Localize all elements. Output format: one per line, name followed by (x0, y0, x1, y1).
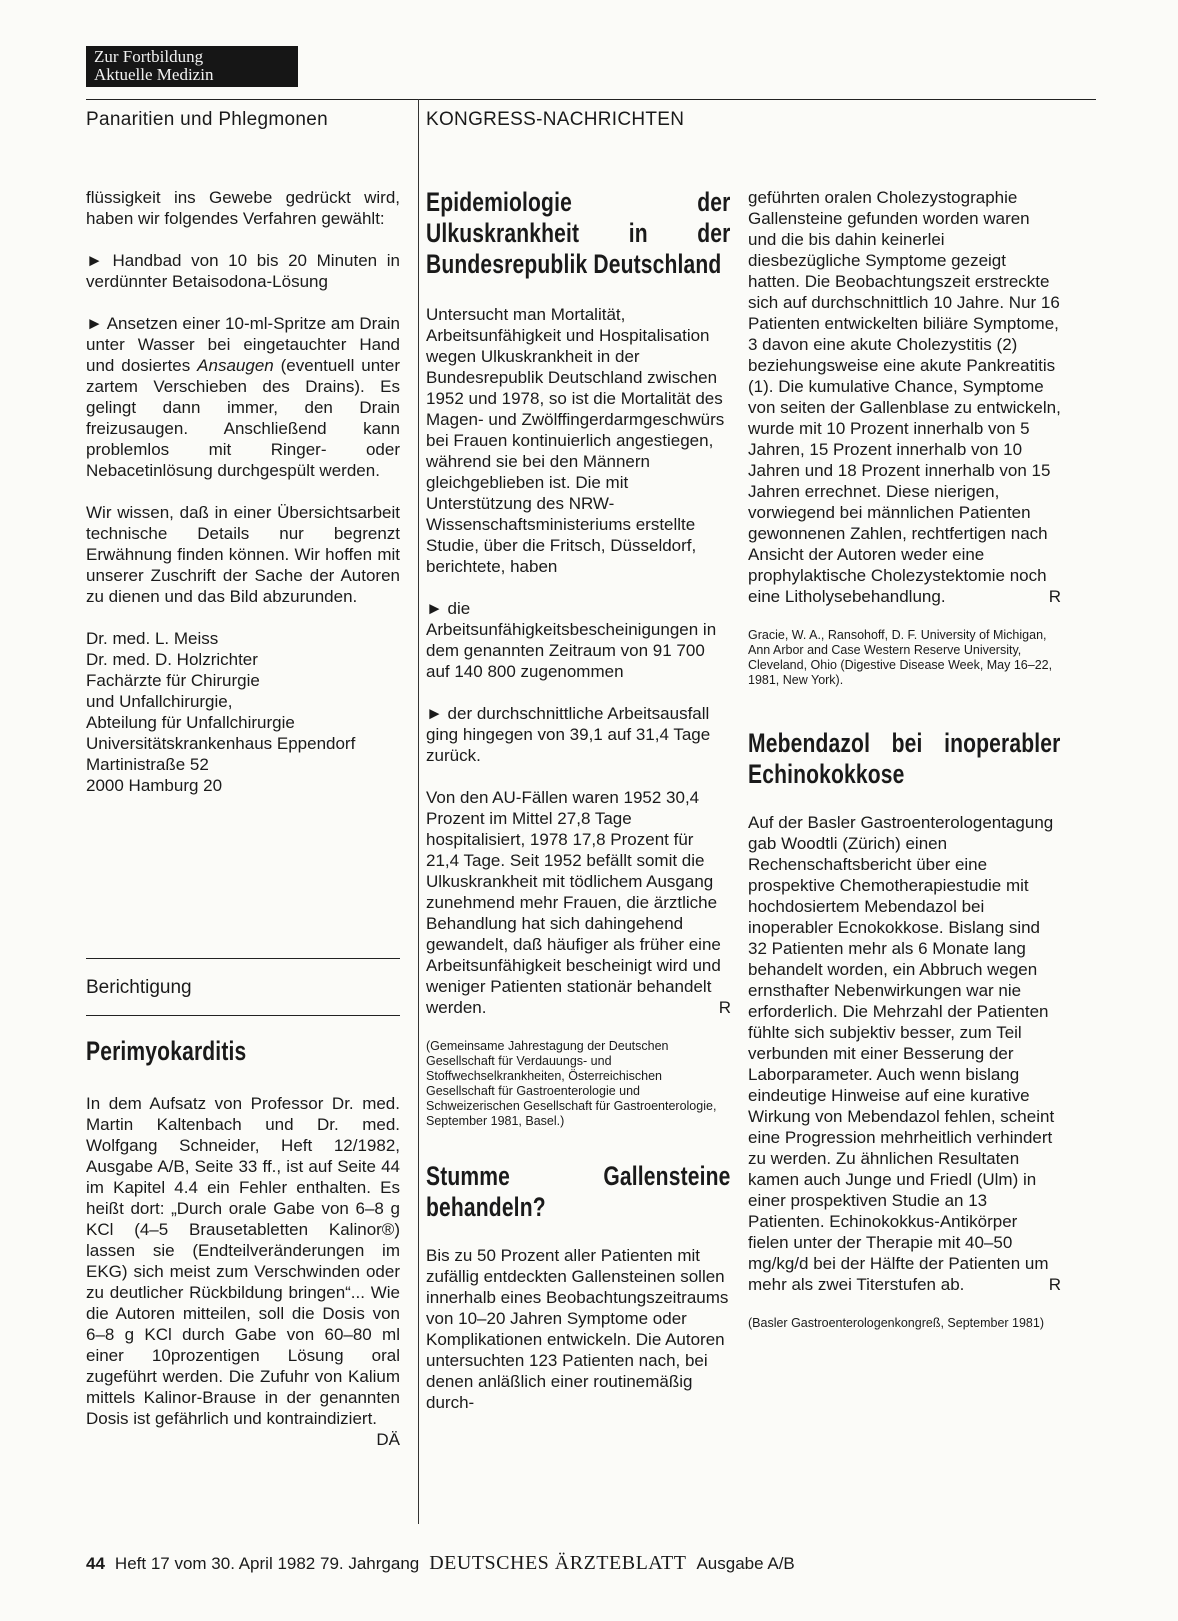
headline-mebendazol: Mebendazol bei inoperabler Echinokokkose (748, 728, 1061, 789)
col1-paragraph-1: flüssigkeit ins Gewebe gedrückt wird, haben wir folgendes Verfahren gewählt: (86, 188, 400, 228)
sign-r: R (1048, 587, 1061, 606)
berichtigung-label: Berichtigung (86, 977, 192, 998)
col2-paragraph-2: Von den AU-Fällen waren 1952 30,4 Prozent im Mittel 27,8 Tage hospitalisiert, 1978 17,8 Prozent für 21,4 Tage. Seit 1952 befällt somit die Ulkuskrankheit mit tödlichem Ausgang zunehmend mehr Frauen, die ärztliche Behandlung hat sich dahingehend gewandelt, daß häufiger als früher eine Arbeitsunfähigkeit bescheinigt wird und weniger Patienten stationär behandelt werden. R (426, 788, 731, 1017)
column-1 (86, 187, 400, 796)
headline-epidemiologie: Epidemiologie der Ulkuskrankheit in der Bundesrepublik Deutschland (426, 187, 731, 279)
edition: Ausgabe A/B (696, 1554, 795, 1573)
headline-gallensteine: Stumme Gallensteine behandeln? (426, 1161, 731, 1222)
berichtigung-rule-top (86, 958, 400, 959)
author-signature (86, 628, 400, 796)
right-section-title: KONGRESS-NACHRICHTEN (426, 109, 685, 130)
issue-info: Heft 17 vom 30. April 1982 79. Jahrgang (114, 1554, 420, 1573)
col2-bullet-1: ► die Arbeitsunfähigkeitsbescheinigungen in dem genannten Zeitraum von 91 700 auf 140 800 zugenommen (426, 599, 717, 681)
sig-line: und Unfallchirurgie, (86, 692, 233, 711)
journal-name: DEUTSCHES ÄRZTEBLATT (429, 1552, 687, 1574)
sign-r: R (1048, 1275, 1061, 1294)
col2-paragraph-3: Bis zu 50 Prozent aller Patienten mit zufällig entdeckten Gallensteinen sollen innerhalb eines Beobachtungszeitraums von 10–20 Jahren Symptome oder Komplikationen entwickeln. Die Autoren untersuchten 123 Patienten nach, bei denen anläßlich einer routinemäßig durch- (426, 1246, 729, 1412)
perimyokarditis-article (86, 1036, 400, 1450)
col2-paragraph-1: Untersucht man Mortalität, Arbeitsunfähigkeit und Hospitalisation wegen Ulkuskrankheit in der Bundesrepublik Deutschland zwischen 1952 und 1978, so ist die Mortalität des Magen- und Zwölffingerdarmgeschwürs bei Frauen kontinuierlich angestiegen, während sie bei den Männern gleichgeblieben ist. Die mit Unterstützung des NRW-Wissenschaftsministeriums erstellte Studie, über die Fritsch, Düsseldorf, berichtete, haben (426, 305, 725, 576)
sig-line: Martinistraße 52 (86, 755, 209, 774)
badge-line-2: Aktuelle Medizin (94, 65, 214, 84)
source-note: (Gemeinsame Jahrestagung der Deutschen Gesellschaft für Verdauungs- und Stoffwechselkrankheiten, Österreichischen Gesellschaft für Gastroenterologie und Schweizerischen Gesellschaft für Gastroenterologie, September 1981, Basel.) (426, 1039, 717, 1128)
emphasis-ansaugen: Ansaugen (197, 356, 274, 375)
col1-paragraph-2: Wir wissen, daß in einer Übersichtsarbeit technische Details nur begrenzt Erwähnung finden können. Wir hoffen mit unserer Zuschrift der Sache der Autoren zu dienen und das Bild abzurunden. (86, 503, 400, 606)
column-2 (426, 187, 731, 1413)
badge-line-1: Zur Fortbildung (94, 47, 204, 66)
headline-perimyokarditis: Perimyokarditis (86, 1036, 247, 1066)
sig-line: Fachärzte für Chirurgie (86, 671, 260, 690)
sig-line: Universitätskrankenhaus Eppendorf (86, 734, 356, 753)
column-3 (748, 187, 1061, 1331)
source-note: Gracie, W. A., Ransohoff, D. F. University of Michigan, Ann Arbor and Case Western Reserve University, Cleveland, Ohio (Digestive Disease Week, May 16–22, 1981, New York). (748, 628, 1053, 687)
left-section-title: Panaritien und Phlegmonen (86, 109, 329, 130)
sig-line: 2000 Hamburg 20 (86, 776, 223, 795)
col1-bullet-2: ► Ansetzen einer 10-ml-Spritze am Drain unter Wasser bei eingetauchter Hand und dosiertes Ansaugen (eventuell unter zartem Verschieben des Drains). Es gelingt dann immer, den Drain freizusaugen. Anschließend kann problemlos mit Ringer- oder Nebacetinlösung durchgespült werden. (86, 314, 400, 480)
sig-line: Dr. med. L. Meiss (86, 629, 219, 648)
col2-bullet-2: ► der durchschnittliche Arbeitsausfall ging hingegen von 39,1 auf 31,4 Tage zurück. (426, 704, 711, 765)
section-badge (86, 46, 298, 87)
col3-paragraph-1: geführten oralen Cholezystographie Gallensteine gefunden worden waren und die bis dahin keinerlei diesbezügliche Symptome gezeigt hatten. Die Beobachtungszeit erstreckte sich auf durchschnittlich 10 Jahre. Nur 16 Patienten entwickelten biliäre Symptome, 3 davon eine akute Cholezystitis (2) beziehungsweise eine akute Pankreatitis (1). Die kumulative Chance, Symptome von seiten der Gallenblase zu entwickeln, wurde mit 10 Prozent innerhalb von 5 Jahren, 15 Prozent innerhalb von 10 Jahren und 18 Prozent innerhalb von 15 Jahren errechnet. Diese nierigen, vorwiegend bei männlichen Patienten gewonnenen Zahlen, rechtfertigen nach Ansicht der Autoren weder eine prophylaktische Cholezystektomie noch eine Litholysebehandlung. R (748, 188, 1061, 606)
berichtigung-rule-bottom (86, 1015, 400, 1016)
sig-line: Dr. med. D. Holzrichter (86, 650, 258, 669)
sign-r: R (718, 998, 731, 1017)
sign-dae: DÄ (376, 1430, 400, 1449)
header-rule (86, 99, 1096, 100)
sig-line: Abteilung für Unfallchirurgie (86, 713, 295, 732)
col1-paragraph-3: In dem Aufsatz von Professor Dr. med. Martin Kaltenbach und Dr. med. Wolfgang Schneider, Heft 12/1982, Ausgabe A/B, Seite 33 ff., ist auf Seite 44 im Kapitel 4.4 ein Fehler enthalten. Es heißt dort: „Durch orale Gabe von 6–8 g KCl (4–5 Brausetabletten Kalinor®) lassen sie (Endteilveränderungen im EKG) sich meist zum Verschwinden oder zu deutlicher Rückbildung bringen“... Wie die Autoren mitteilen, soll die Dosis von 6–8 g KCl durch Gabe von 60–80 ml einer 10prozentigen Lösung oral zugeführt werden. Die Zufuhr von Kalium mittels Kalinor-Brause in der genannten Dosis ist gefährlich und kontraindiziert. DÄ (86, 1094, 400, 1449)
page-footer (86, 1552, 795, 1575)
col1-bullet-1: ► Handbad von 10 bis 20 Minuten in verdünnter Betaisodona-Lösung (86, 251, 400, 291)
page-number: 44 (86, 1554, 105, 1573)
column-divider (418, 99, 419, 1524)
col3-paragraph-2: Auf der Basler Gastroenterologentagung gab Woodtli (Zürich) einen Rechenschaftsbericht über eine prospektive Chemotherapiestudie mit hochdosiertem Mebendazol bei inoperabler Ecnokokkose. Bislang sind 32 Patienten mehr als 6 Monate lang behandelt worden, ein Abbruch wegen ernsthafter Nebenwirkungen war nie erforderlich. Die Mehrzahl der Patienten fühlte sich subjektiv besser, zum Teil verbunden mit einer Besserung der Laborparameter. Auch wenn bislang eindeutige Hinweise auf eine kurative Wirkung von Mebendazol fehlen, scheint eine Progression mehrheitlich verhindert zu werden. Zu ähnlichen Resultaten kamen auch Junge und Friedl (Ulm) in einer prospektiven Studie an 13 Patienten. Echinokokkus-Antikörper fielen unter der Therapie mit 40–50 mg/kg/d bei der Hälfte der Patienten um mehr als zwei Titerstufen ab. R (748, 813, 1061, 1294)
source-note: (Basler Gastroenterologenkongreß, September 1981) (748, 1316, 1044, 1330)
